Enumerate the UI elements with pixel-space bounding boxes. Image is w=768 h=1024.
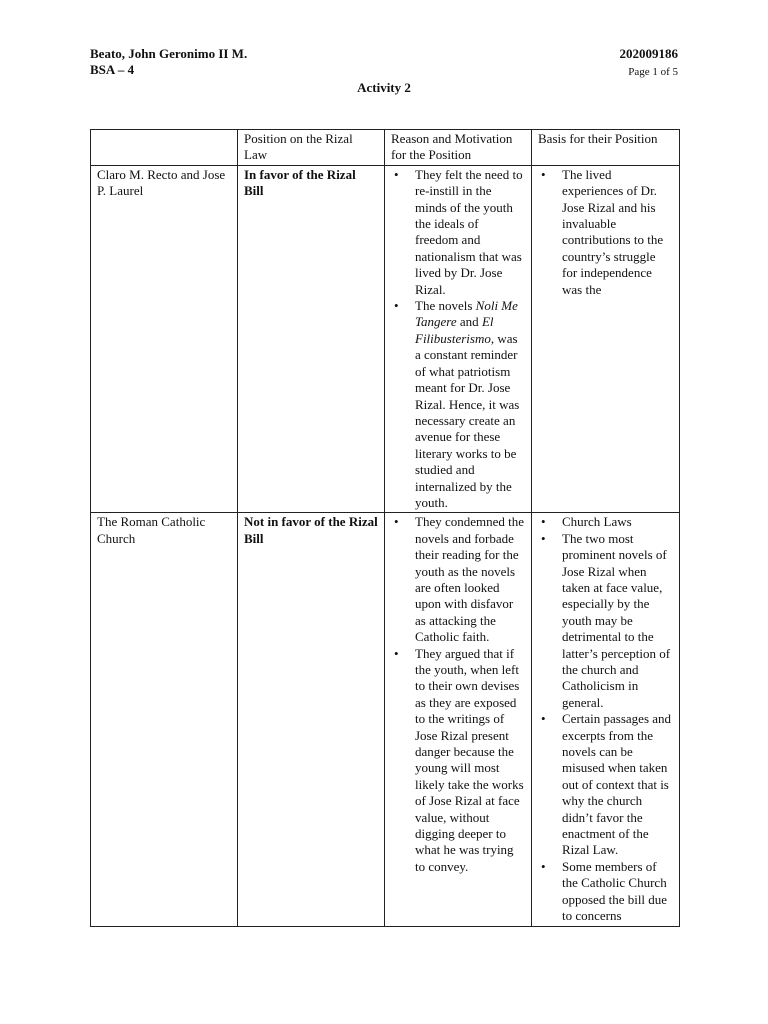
list-item: • They argued that if the youth, when left to their own devises as they are exposed to the writings of Jose Rizal present danger because the young will most likely take the works of Jose Rizal at face value, without digging deeper to what he was trying to convey. bbox=[391, 646, 525, 876]
course-label: BSA – 4 bbox=[90, 62, 135, 77]
table-row bbox=[91, 165, 680, 513]
column-header-empty bbox=[91, 130, 238, 166]
rizal-law-table bbox=[90, 129, 680, 927]
list-item: • Some members of the Catholic Church opposed the bill due to concerns bbox=[538, 859, 673, 925]
column-header-reason: Reason and Motivation for the Position bbox=[385, 130, 532, 166]
table-header-row bbox=[91, 130, 680, 166]
table-row bbox=[91, 513, 680, 926]
list-item: • The two most prominent novels of Jose Rizal when taken at face value, especially by the youth may be detrimental to the latter’s perception of the church and Catholicism in general. bbox=[538, 531, 673, 711]
student-name: Beato, John Geronimo II M. bbox=[90, 46, 248, 61]
column-header-basis: Basis for their Position bbox=[532, 130, 680, 166]
list-item: • The novels Noli Me Tangere and El Filibusterismo, was a constant reminder of what patriotism meant for Dr. Jose Rizal. Hence, it was necessary create an avenue for these literary works to be studied and internalized by the youth. bbox=[391, 298, 525, 511]
reason-cell bbox=[385, 165, 532, 513]
column-header-position: Position on the Rizal Law bbox=[238, 130, 385, 166]
basis-cell bbox=[532, 165, 680, 513]
list-item: • They felt the need to re-instill in the minds of the youth the ideals of freedom and nationalism that was lived by Dr. Jose Rizal. bbox=[391, 167, 525, 298]
page-number: Page 1 of 5 bbox=[628, 66, 678, 78]
position-cell: In favor of the Rizal Bill bbox=[238, 165, 385, 513]
novel-title: El Filibusterismo bbox=[415, 314, 494, 346]
group-cell: The Roman Catholic Church bbox=[91, 513, 238, 926]
student-id: 202009186 bbox=[619, 46, 678, 61]
list-item: • Certain passages and excerpts from the novels can be misused when taken out of context that is why the church didn’t favor the enactment of the Rizal Law. bbox=[538, 711, 673, 859]
list-item: • Church Laws bbox=[538, 514, 673, 530]
group-cell: Claro M. Recto and Jose P. Laurel bbox=[91, 165, 238, 513]
basis-cell bbox=[532, 513, 680, 926]
list-item: • They condemned the novels and forbade their reading for the youth as the novels are often looked upon with disfavor as attacking the Catholic faith. bbox=[391, 514, 525, 645]
reason-cell bbox=[385, 513, 532, 926]
list-item: • The lived experiences of Dr. Jose Rizal and his invaluable contributions to the country’s struggle for independence was the bbox=[538, 167, 673, 298]
position-cell: Not in favor of the Rizal Bill bbox=[238, 513, 385, 926]
novel-title: Noli Me Tangere bbox=[415, 298, 518, 330]
activity-title: Activity 2 bbox=[357, 80, 411, 95]
